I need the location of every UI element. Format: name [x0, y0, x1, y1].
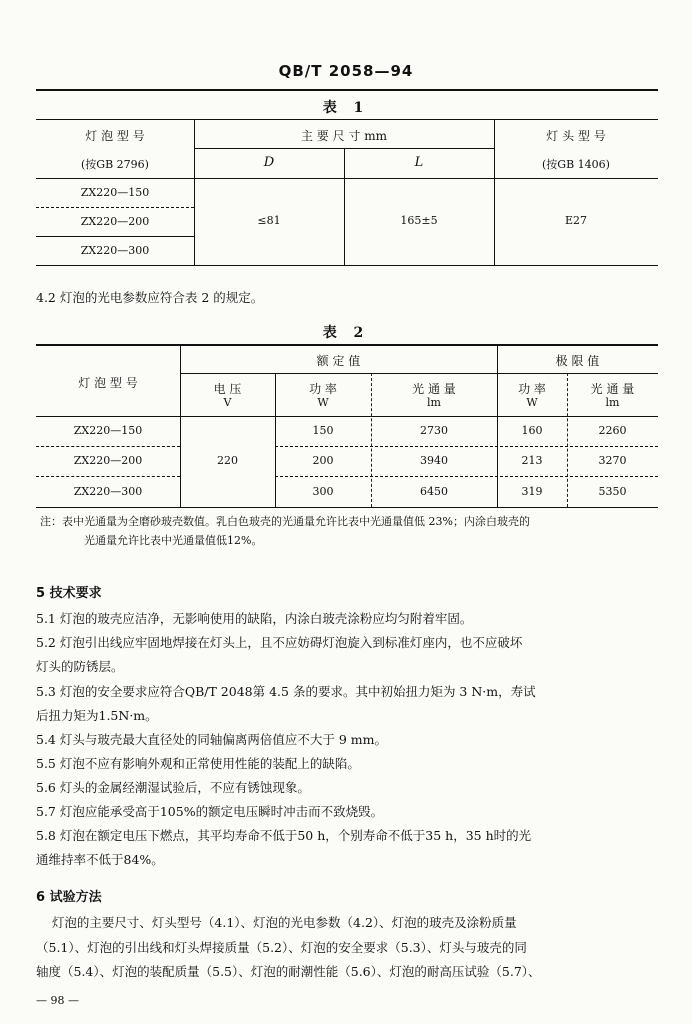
- table-2-row-rule: [36, 476, 180, 477]
- table-1-model-cell: ZX220—300: [80, 244, 150, 257]
- paragraph-4-2: 4.2 灯泡的光电参数应符合表 2 的规定。: [36, 290, 264, 305]
- table-2-col-flux: 光 通 量: [412, 382, 456, 396]
- table-2-vline: [180, 345, 181, 507]
- table-2-col-limit-flux-unit: lm: [605, 396, 620, 409]
- paragraph-5-6: 5.6 灯头的金属经潮湿试验后，不应有锈蚀现象。: [36, 780, 310, 795]
- table-1-subheader-rule: [194, 148, 494, 149]
- table-2-bottom-rule: [36, 507, 658, 508]
- table-1-col-cap-sub: (按GB 1406): [542, 158, 610, 171]
- table-2-limit-power-cell: 160: [521, 424, 543, 437]
- section-5-heading: 5 技术要求: [36, 586, 102, 601]
- page-number: — 98 —: [36, 994, 79, 1007]
- table-2-limit-flux-cell: 2260: [598, 424, 627, 437]
- table-2-note-line-1: 注：表中光通量为全磨砂玻壳数值。乳白色玻壳的光通量允许比表中光通量值低 23%；内涂白玻壳的: [40, 515, 530, 528]
- table-2-model-cell: ZX220—300: [73, 485, 143, 498]
- table-1-l-value: 165±5: [400, 214, 438, 227]
- table-2-limit-power-cell: 213: [521, 454, 543, 467]
- table-1-header-bottom-rule: [36, 178, 658, 179]
- paragraph-5-2-cont: 灯头的防锈层。: [36, 659, 124, 674]
- paragraph-5-3-cont: 后扭力矩为1.5N·m。: [36, 708, 158, 723]
- table-2-power-cell: 200: [312, 454, 334, 467]
- table-2-col-rated: 额 定 值: [316, 354, 361, 368]
- table-1-row-rule: [36, 207, 194, 208]
- table-1-col-model: 灯 泡 型 号: [85, 129, 145, 143]
- table-2-row-rule: [36, 446, 180, 447]
- paragraph-5-8: 5.8 灯泡在额定电压下燃点，其平均寿命不低于50 h，个别寿命不低于35 h，35 h时的光: [36, 828, 532, 843]
- table-2-voltage-value: 220: [217, 454, 238, 467]
- table-2-col-limit-power-unit: W: [526, 396, 538, 409]
- paragraph-5-1: 5.1 灯泡的玻壳应洁净，无影响使用的缺陷，内涂白玻壳涂粉应均匀附着牢固。: [36, 611, 473, 626]
- table-2-note-line-2: 光通量允许比表中光通量值低12%。: [84, 534, 263, 547]
- table-2-power-cell: 300: [312, 485, 334, 498]
- table-1-d-value: ≤81: [257, 214, 281, 227]
- table-2-col-voltage: 电 压: [213, 382, 242, 396]
- paragraph-5-2: 5.2 灯泡引出线应牢固地焊接在灯头上，且不应妨碍灯泡旋入到标准灯座内，也不应破坏: [36, 635, 523, 650]
- table-2-model-cell: ZX220—200: [73, 454, 143, 467]
- table-1-top-rule: [36, 89, 658, 91]
- paragraph-5-5: 5.5 灯泡不应有影响外观和正常使用性能的装配上的缺陷。: [36, 756, 360, 771]
- paragraph-6-line-2: （5.1）、灯泡的引出线和灯头焊接质量（5.2）、灯泡的安全要求（5.3）、灯头与玻壳的同: [36, 940, 527, 955]
- table-2-model-cell: ZX220—150: [73, 424, 143, 437]
- table-1-row-rule: [36, 236, 194, 237]
- standard-code: QB/T 2058—94: [278, 62, 414, 80]
- table-2-top-rule: [36, 344, 658, 346]
- table-2-col-voltage-unit: V: [223, 396, 232, 409]
- table-2-limit-flux-cell: 5350: [598, 485, 627, 498]
- table-2-limit-power-cell: 319: [521, 485, 543, 498]
- table-2-header-bottom-rule: [36, 416, 658, 417]
- section-6-heading: 6 试验方法: [36, 890, 102, 905]
- table-1-col-dims: 主 要 尺 寸 mm: [300, 129, 388, 143]
- table-2-col-limit-power: 功 率: [518, 382, 546, 396]
- table-1-bottom-rule: [36, 265, 658, 266]
- table-2-col-limit-flux: 光 通 量: [590, 382, 635, 396]
- table-2-col-power-unit: W: [317, 396, 329, 409]
- paragraph-6-line-1: 灯泡的主要尺寸、灯头型号（4.1）、灯泡的光电参数（4.2）、灯泡的玻壳及涂粉质量: [36, 915, 517, 930]
- table-1-header-rule: [36, 119, 658, 120]
- table-1-model-cell: ZX220—200: [80, 215, 150, 228]
- table-2-subheader-rule: [180, 373, 658, 374]
- paragraph-5-7: 5.7 灯泡应能承受高于105%的额定电压瞬时冲击而不致烧毁。: [36, 804, 384, 819]
- table-1-col-l: L: [414, 155, 424, 170]
- table-2-row-rule: [275, 476, 658, 477]
- paragraph-5-8-cont: 通维持率不低于84%。: [36, 852, 164, 867]
- table-1-caption: 表 1: [322, 100, 370, 116]
- paragraph-6-line-3: 轴度（5.4）、灯泡的装配质量（5.5）、灯泡的耐潮性能（5.6）、灯泡的耐高压试验（5.7）、: [36, 964, 541, 979]
- table-2-col-limit: 极 限 值: [555, 354, 600, 368]
- table-2-row-rule: [275, 446, 658, 447]
- table-1-col-cap: 灯 头 型 号: [546, 129, 606, 143]
- table-2-flux-cell: 2730: [420, 424, 448, 437]
- table-1-model-cell: ZX220—150: [80, 186, 150, 199]
- paragraph-5-4: 5.4 灯头与玻壳最大直径处的同轴偏离两倍值应不大于 9 mm。: [36, 732, 387, 747]
- table-2-power-cell: 150: [312, 424, 334, 437]
- table-2-flux-cell: 6450: [420, 485, 448, 498]
- paragraph-5-3: 5.3 灯泡的安全要求应符合QB/T 2048第 4.5 条的要求。其中初始扭力矩为 3 N·m，寿试: [36, 684, 536, 699]
- table-2-col-model: 灯 泡 型 号: [78, 376, 138, 390]
- table-1-cap-value: E27: [564, 214, 588, 227]
- table-2-col-power: 功 率: [309, 382, 337, 396]
- table-2-limit-flux-cell: 3270: [598, 454, 627, 467]
- table-1-col-model-sub: (按GB 2796): [81, 158, 149, 171]
- table-2-flux-cell: 3940: [420, 454, 448, 467]
- table-2-col-flux-unit: lm: [427, 396, 441, 409]
- table-2-caption: 表 2: [322, 325, 370, 341]
- table-1-col-d: D: [263, 155, 275, 170]
